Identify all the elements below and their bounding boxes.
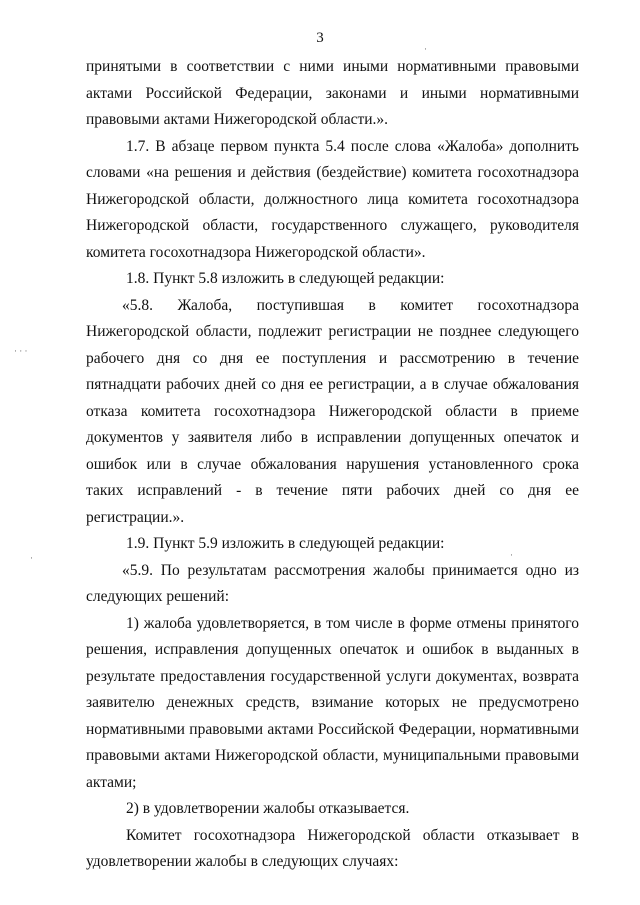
- scan-artifact: · · ·: [14, 346, 28, 356]
- document-body: [86, 54, 579, 876]
- paragraph-1-8: 1.8. Пункт 5.8 изложить в следующей редакции:: [126, 270, 445, 287]
- paragraph-5-9: «5.9. По результатам рассмотрения жалобы принимается одно из следующих решений:: [86, 561, 579, 605]
- paragraph-continuation: принятыми в соответствии с ними иными нормативными правовыми актами Российской Федерации, законами и иными нормативными правовыми актами Нижегородской области.».: [86, 58, 579, 128]
- paragraph-item-1: 1) жалоба удовлетворяется, в том числе в форме отмены принятого решения, исправления допущенных опечаток и ошибок в выданных в результате предоставления государственной услуги документах, возврата заявителю денежных средств, взимание которых не предусмотрено нормативными правовыми актами Российской Федерации, нормативными правовыми актами Нижегородской области, муниципальными правовыми актами;: [86, 614, 579, 791]
- paragraph-refusal-cases: Комитет госохотнадзора Нижегородской области отказывает в удовлетворении жалобы в следующих случаях:: [86, 826, 579, 870]
- paragraph-1-7: 1.7. В абзаце первом пункта 5.4 после слова «Жалоба» дополнить словами «на решения и действия (бездействие) комитета госохотнадзора Нижегородской области, должностного лица комитета госохотнадзора Нижегородской области, государственного служащего, руководителя комитета госохотнадзора Нижегородской области».: [86, 137, 579, 261]
- scan-artifact: ·: [510, 550, 513, 560]
- paragraph-1-9: 1.9. Пункт 5.9 изложить в следующей редакции:: [126, 535, 445, 552]
- scan-artifact: ·: [424, 44, 427, 54]
- scan-artifact: ·: [30, 553, 33, 563]
- paragraph-item-2: 2) в удовлетворении жалобы отказывается.: [126, 800, 410, 817]
- page-number: 3: [316, 30, 324, 46]
- paragraph-5-8: «5.8. Жалоба, поступившая в комитет госохотнадзора Нижегородской области, подлежит регистрации не позднее следующего рабочего дня со дня ее поступления и рассмотрению в течение пятнадцати рабочих дней со дня ее регистрации, а в случае обжалования отказа комитета госохотнадзора Нижегородской области в приеме документов у заявителя либо в исправлении допущенных опечаток и ошибок или в случае обжалования нарушения установленного срока таких исправлений - в течение пяти рабочих дней со дня ее регистрации.».: [86, 296, 579, 526]
